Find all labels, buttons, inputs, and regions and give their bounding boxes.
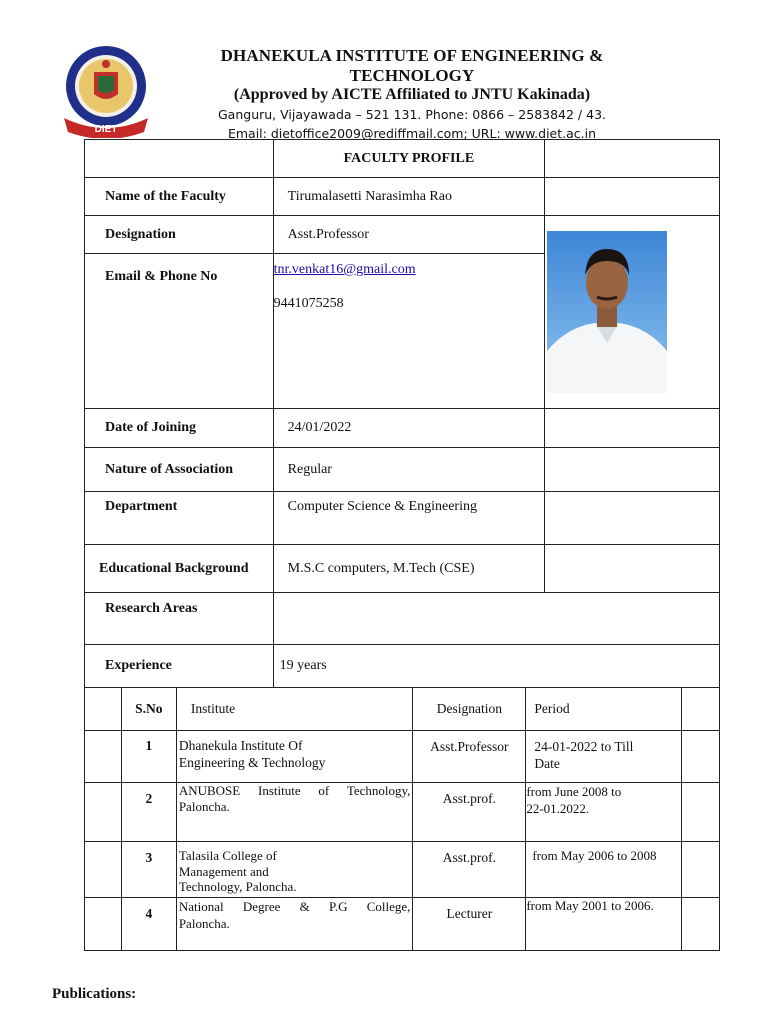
label-email-phone: Email & Phone No — [85, 254, 274, 409]
value-joining: 24/01/2022 — [273, 409, 545, 448]
row-institute: ANUBOSE Institute of Technology, Paloncha. — [176, 783, 413, 842]
row-period: 24-01-2022 to Till Date — [526, 731, 682, 783]
row-institute: Dhanekula Institute Of Engineering & Technology — [176, 731, 413, 783]
row-sno: 2 — [121, 783, 176, 842]
label-association: Nature of Association — [85, 448, 274, 492]
photo-cell — [545, 216, 720, 409]
label-department: Department — [85, 492, 274, 545]
value-experience: 19 years — [273, 645, 719, 688]
letterhead — [160, 46, 664, 144]
label-education: Educational Background — [85, 545, 274, 593]
row-sno: 3 — [121, 842, 176, 898]
institute-name: DHANEKULA INSTITUTE OF ENGINEERING & TECHNOLOGY — [220, 46, 604, 85]
row-sno: 4 — [121, 898, 176, 951]
label-experience: Experience — [85, 645, 274, 688]
value-association: Regular — [273, 448, 545, 492]
value-name: Tirumalasetti Narasimha Rao — [273, 178, 545, 216]
row-sno: 1 — [121, 731, 176, 783]
svg-text:DIET: DIET — [94, 124, 118, 135]
experience-table — [84, 687, 720, 951]
value-research — [273, 593, 719, 645]
header-institute: Institute — [176, 688, 413, 731]
value-email-phone — [273, 254, 545, 409]
table-row — [85, 842, 720, 898]
contact-line: Email: dietoffice2009@rediffmail.com; URL: www.diet.ac.in — [227, 126, 597, 141]
table-row — [85, 731, 720, 783]
header-designation: Designation — [413, 688, 526, 731]
row-period: from May 2001 to 2006. — [526, 898, 682, 951]
publications-heading: Publications: — [52, 986, 137, 1002]
institute-logo — [58, 42, 154, 138]
row-period: from May 2006 to 2008 — [526, 842, 682, 898]
row-designation: Lecturer — [413, 898, 526, 951]
table-row — [85, 898, 720, 951]
row-designation: Asst.Professor — [413, 731, 526, 783]
email-link[interactable]: tnr.venkat16@gmail.com — [273, 262, 416, 277]
row-period: from June 2008 to 22-01.2022. — [526, 783, 682, 842]
profile-title: FACULTY PROFILE — [273, 140, 545, 178]
address-line: Ganguru, Vijayawada – 521 131. Phone: 0866 – 2583842 / 43. — [217, 106, 606, 122]
label-name: Name of the Faculty — [85, 178, 274, 216]
approval-line: (Approved by AICTE Affiliated to JNTU Kakinada) — [233, 86, 591, 103]
faculty-profile-table — [84, 139, 720, 688]
label-research: Research Areas — [85, 593, 274, 645]
row-designation: Asst.prof. — [413, 842, 526, 898]
value-department: Computer Science & Engineering — [273, 492, 545, 545]
row-institute: Talasila College of Management and Technology, Paloncha. — [176, 842, 413, 898]
faculty-photo — [547, 231, 667, 393]
header-sno: S.No — [121, 688, 176, 731]
label-designation: Designation — [85, 216, 274, 254]
value-designation: Asst.Professor — [273, 216, 545, 254]
row-designation: Asst.prof. — [413, 783, 526, 842]
table-row — [85, 783, 720, 842]
label-joining: Date of Joining — [85, 409, 274, 448]
phone-number: 9441075258 — [273, 296, 344, 311]
row-institute: National Degree & P.G College, Paloncha. — [176, 898, 413, 951]
value-education: M.S.C computers, M.Tech (CSE) — [273, 545, 545, 593]
header-period: Period — [526, 688, 682, 731]
